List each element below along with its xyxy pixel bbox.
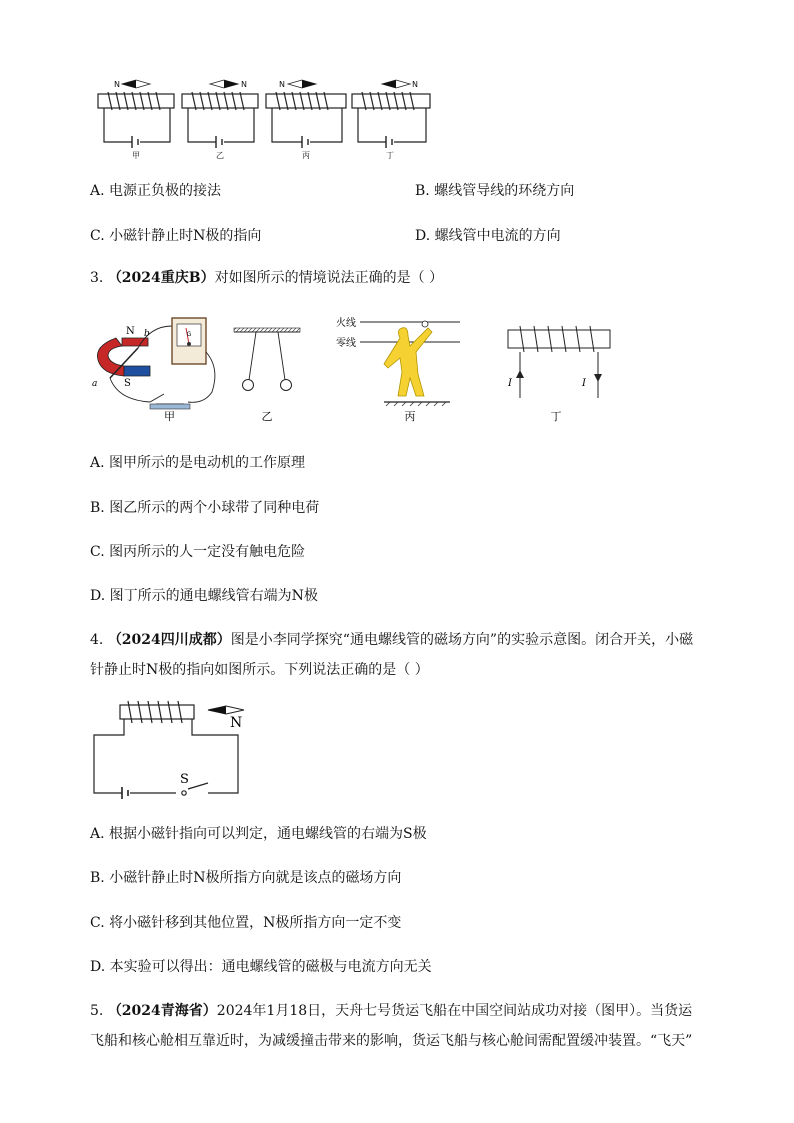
figure-ding <box>507 326 610 423</box>
compass-needle-1-north <box>122 80 136 88</box>
magnet-south-pole <box>124 366 150 376</box>
q3-option-a: A. 图甲所示的是电动机的工作原理 <box>90 455 306 471</box>
q2-option-d: D. 螺线管中电流的方向 <box>415 228 561 244</box>
switch-label-s: S <box>180 772 189 787</box>
battery-4 <box>386 136 392 148</box>
q3-stem <box>90 268 443 288</box>
compass-needle-2-north <box>224 80 238 88</box>
needle-label-1: N <box>114 80 120 89</box>
neutral-wire-label: 零线 <box>336 338 356 349</box>
current-label-right: I <box>582 378 586 389</box>
q4-number: 4. <box>90 632 104 648</box>
wire-1 <box>104 108 170 142</box>
coil-2 <box>192 92 244 110</box>
wire-2 <box>188 108 254 142</box>
q3-stem-text: 对如图所示的情境说法正确的是（ ） <box>214 270 444 286</box>
needle-label-4: N <box>412 80 418 89</box>
q2-solenoid-diagrams <box>92 70 442 165</box>
q5-text-1: 2024年1月18日，天舟七号货运飞船在中国空间站成功对接（图甲）。当货运 <box>216 1003 693 1019</box>
q4-stem-line1 <box>90 630 693 650</box>
battery-2 <box>216 136 222 148</box>
q4-circuit-diagram <box>88 695 258 805</box>
q2-option-b: B. 螺线管导线的环绕方向 <box>415 183 575 199</box>
needle-label-2: N <box>241 80 247 89</box>
label-n: N <box>126 326 135 337</box>
circuit-label-4: 丁 <box>386 151 394 160</box>
q3-number: 3. <box>90 270 104 286</box>
person <box>384 328 432 396</box>
needle-label-n: N <box>230 715 243 731</box>
figure-yi <box>234 328 300 423</box>
figure-jia <box>92 318 215 423</box>
q5-line2: 飞船和核心舱相互靠近时，为减缓撞击带来的影响，货运飞船与核心舱间需配置缓冲装置。“飞天” <box>90 1033 693 1049</box>
coil-3 <box>276 92 328 110</box>
wire-4 <box>358 108 426 142</box>
circuit-label-2: 乙 <box>216 151 224 160</box>
q2-option-a: A. 电源正负极的接法 <box>90 183 222 199</box>
coil-4 <box>362 92 414 110</box>
q3-option-c: C. 图丙所示的人一定没有触电危险 <box>90 544 306 560</box>
q3-option-d: D. 图丁所示的通电螺线管右端为N极 <box>90 588 318 604</box>
figure-bing <box>336 316 460 423</box>
live-wire-label: 火线 <box>336 318 356 329</box>
q5-source: （2024青海省） <box>107 1003 217 1019</box>
q3-scenario-diagrams <box>88 308 618 426</box>
battery-3 <box>302 136 308 148</box>
meter-label: G <box>186 331 192 338</box>
circuit-label-1: 甲 <box>132 151 140 160</box>
battery-1 <box>132 136 138 148</box>
needle-label-3: N <box>279 80 285 89</box>
q4-option-c: C. 将小磁针移到其他位置，N极所指方向一定不变 <box>90 915 402 931</box>
wire <box>94 719 238 793</box>
q3-option-b: B. 图乙所示的两个小球带了同种电荷 <box>90 500 320 516</box>
circuit-label-3: 丙 <box>302 151 310 160</box>
q5-line1 <box>90 1001 692 1021</box>
caption-yi: 乙 <box>261 410 273 423</box>
q3-source: （2024重庆B） <box>107 270 215 286</box>
ball-left <box>243 380 254 391</box>
caption-jia: 甲 <box>164 410 175 423</box>
caption-ding: 丁 <box>550 410 562 423</box>
q4-figure <box>88 695 258 805</box>
hand-contact <box>422 321 428 327</box>
q4-stem-line2: 针静止时N极的指向如图所示。下列说法正确的是（ ） <box>90 662 429 678</box>
label-s: S <box>124 378 131 389</box>
compass-needle-4-north <box>382 80 396 88</box>
switch-contact <box>182 791 186 795</box>
switch <box>150 404 190 409</box>
label-a: a <box>92 379 98 389</box>
q4-source: （2024四川成都） <box>107 632 231 648</box>
wire-3 <box>272 108 342 142</box>
label-b: b <box>144 329 150 339</box>
magnet-north-pole <box>97 338 124 376</box>
q3-figure <box>88 308 618 426</box>
battery <box>122 787 128 799</box>
q5-number: 5. <box>90 1003 104 1019</box>
compass-needle-north <box>208 706 226 714</box>
current-label-left: I <box>508 378 512 389</box>
ball-right <box>281 380 292 391</box>
q2-option-c: C. 小磁针静止时N极的指向 <box>90 228 262 244</box>
q2-figure <box>92 70 442 165</box>
q4-stem-text-1: 图是小李同学探究“通电螺线管的磁场方向”的实验示意图。闭合开关，小磁 <box>230 632 694 648</box>
q4-option-b: B. 小磁针静止时N极所指方向就是该点的磁场方向 <box>90 870 402 886</box>
coil-1 <box>108 92 160 110</box>
compass-needle-3-north <box>302 80 316 88</box>
caption-bing: 丙 <box>404 410 416 423</box>
q4-option-a: A. 根据小磁针指向可以判定，通电螺线管的右端为S极 <box>90 826 427 842</box>
q4-option-d: D. 本实验可以得出：通电螺线管的磁极与电流方向无关 <box>90 959 432 975</box>
